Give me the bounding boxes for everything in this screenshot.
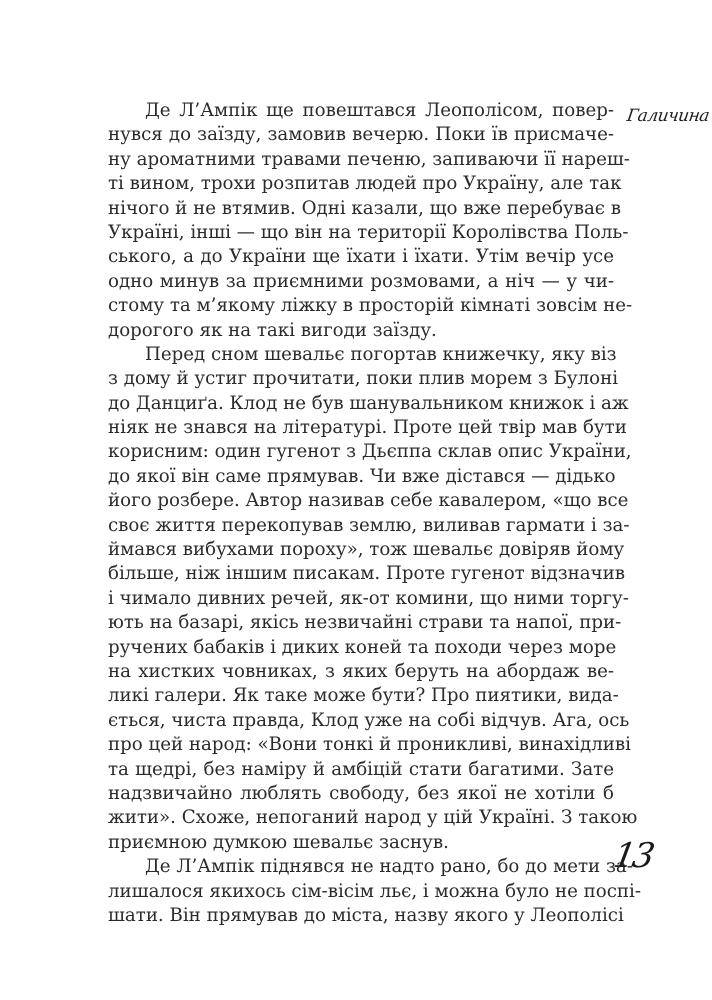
text-line: ського, а до України ще їхати і їхати. Утім вечір усе bbox=[108, 246, 614, 268]
text-line: своє життя перекопував землю, виливав гармати і за- bbox=[108, 514, 630, 536]
text-line: ну ароматними травами печеню, запиваючи її нареш- bbox=[108, 148, 630, 170]
text-line: ймався вибухами пороху», тож шевальє довіряв йому bbox=[108, 539, 625, 561]
text-line: і чимало дивних речей, як-от комини, що ними торгу- bbox=[108, 587, 629, 609]
text-line: Де Л’Ампік піднявся не надто рано, бо до мети за- bbox=[145, 856, 633, 878]
text-line: лишалося якихось сім-вісім льє, і можна було не поспі- bbox=[108, 880, 642, 902]
text-line: ніяк не знався на літературі. Проте цей твір мав бути bbox=[108, 417, 627, 439]
running-head: Галичина bbox=[625, 106, 711, 126]
text-line: на хистких човниках, з яких беруть на абордаж ве- bbox=[108, 660, 614, 682]
text-line: дорогого як на такі вигоди заїзду. bbox=[108, 319, 437, 341]
text-line: до якої він саме прямував. Чи вже дістався — дідько bbox=[108, 465, 616, 487]
text-line: більше, ніж іншим писакам. Проте гугенот відзначив bbox=[108, 563, 626, 585]
text-line: до Данциґа. Клод не був шанувальником книжок і аж bbox=[108, 392, 629, 414]
text-line: стому та м’якому ліжку в просторій кімнаті зовсім не- bbox=[108, 295, 633, 317]
paragraph-3 bbox=[108, 855, 642, 928]
text-line: ється, чиста правда, Клод уже на собі відчув. Ага, ось bbox=[108, 709, 630, 731]
text-line: приємною думкою шевальє заснув. bbox=[108, 831, 449, 853]
text-line: корисним: один гугенот з Дьєппа склав опис України, bbox=[108, 441, 632, 463]
text-line: ликі галери. Як таке може бути? Про пиятики, вида- bbox=[108, 685, 619, 707]
text-line: нувся до заїзду, замовив вечерю. Поки їв присмаче- bbox=[108, 124, 614, 146]
text-line: Перед сном шевальє погортав книжечку, яку віз bbox=[145, 343, 617, 365]
text-line: Де Л’Ампік ще повештався Леополісом, повер- bbox=[145, 100, 614, 121]
paragraph-1 bbox=[108, 99, 633, 343]
text-line: шати. Він прямував до міста, назву якого у Леополісі bbox=[108, 904, 624, 926]
text-line: ручених бабаків і диких коней та походи через море bbox=[108, 636, 617, 658]
paragraph-2 bbox=[108, 343, 638, 855]
text-line: надзвичайно люблять свободу, без якої не хотіли б bbox=[108, 782, 614, 804]
text-line: про цей народ: «Вони тонкі й проникливі, винахідливі bbox=[108, 734, 631, 756]
text-line: з дому й устиг прочитати, поки плив морем з Булоні bbox=[108, 368, 619, 390]
text-line: Україні, інші — що він на території Королівства Поль- bbox=[108, 221, 629, 243]
text-line: ють на базарі, якісь незвичайні страви та напої, при- bbox=[108, 612, 622, 634]
text-line: ті вином, трохи розпитав людей про Україну, але так bbox=[108, 173, 622, 195]
text-line: його розбере. Автор називав себе кавалером, «що все bbox=[108, 490, 629, 512]
text-line: та щедрі, без наміру й амбіцій стати багатими. Зате bbox=[108, 758, 614, 780]
text-line: жити». Схоже, непоганий народ у цій Україні. З такою bbox=[108, 807, 638, 829]
page-number: 13 bbox=[610, 836, 655, 876]
text-line: нічого й не втямив. Одні казали, що вже перебуває в bbox=[108, 197, 622, 219]
text-line: одно минув за приємними розмовами, а ніч — у чи- bbox=[108, 270, 614, 292]
